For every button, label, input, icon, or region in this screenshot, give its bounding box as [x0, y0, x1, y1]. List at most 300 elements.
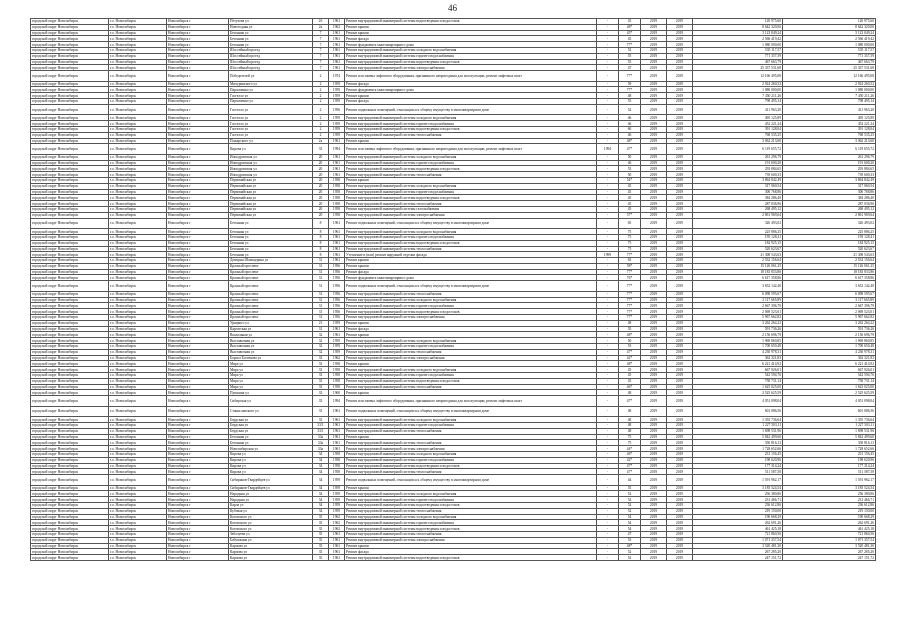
cell-cost2: 721 860,56 — [783, 531, 876, 537]
cell-b: 42* — [619, 457, 641, 463]
cell-district: Новосибирск г — [167, 19, 229, 25]
cell-okrug: городской округ Новосибирск — [31, 396, 109, 407]
cell-cost2: 262 691,26 — [783, 520, 876, 526]
cell-work: Ремонт внутридомовой инженерной системы горячего водоснабжения — [345, 160, 597, 166]
cell-cost: 4 230 978,31 — [693, 349, 783, 355]
cell-cost2: 8 642 320,06 — [783, 24, 876, 30]
cell-work: Ремонт внутридомовой инженерной системы холодного водоснабжения — [345, 154, 597, 160]
cell-a: - — [597, 555, 619, 561]
cell-cost: 1 700 650,48 — [693, 343, 783, 349]
cell-okrug: городской округ Новосибирск — [31, 355, 109, 361]
cell-cost2: 495 125,89 — [783, 115, 876, 121]
cell-cost: 15 126 061,25 — [693, 263, 783, 269]
cell-house: 8 — [313, 252, 329, 258]
cell-year: 1961 — [329, 332, 345, 338]
cell-work: Ремонт внутридомовой инженерной системы горячего водоснабжения — [345, 372, 597, 378]
cell-city: г.о. Новосибирск — [109, 502, 167, 508]
cell-cost: 721 860,56 — [693, 531, 783, 537]
cell-year: 1958 — [329, 189, 345, 195]
cell-district: Новосибирск г — [167, 47, 229, 53]
cell-y2: 2019 — [667, 246, 693, 252]
cell-street: Первомайская ул — [229, 178, 313, 184]
cell-okrug: городской округ Новосибирск — [31, 326, 109, 332]
cell-city: г.о. Новосибирск — [109, 355, 167, 361]
cell-year: 1961 — [329, 160, 345, 166]
cell-y1: 2019 — [641, 537, 667, 543]
cell-okrug: городской округ Новосибирск — [31, 497, 109, 503]
cell-y1: 2019 — [641, 485, 667, 491]
cell-y1: 2019 — [641, 396, 667, 407]
cell-okrug: городской округ Новосибирск — [31, 314, 109, 320]
cell-year: 1961 — [329, 218, 345, 229]
cell-y1: 2019 — [641, 30, 667, 36]
cell-city: г.о. Новосибирск — [109, 543, 167, 549]
cell-work: Ремонт внутридомовой инженерной системы водоотведения и водостоков — [345, 19, 597, 25]
cell-b: 48* — [619, 138, 641, 144]
cell-street: Бориса Богаткова ул — [229, 355, 313, 361]
cell-work: Ремонт фасада — [345, 99, 597, 105]
cell-okrug: городской округ Новосибирск — [31, 104, 109, 115]
cell-year: 1956 — [329, 291, 345, 297]
cell-street: Шоссейный проезд — [229, 47, 313, 53]
cell-work: Ремонт фундамента многоквартирного дома — [345, 42, 597, 48]
cell-city: г.о. Новосибирск — [109, 422, 167, 428]
cell-b: 45 — [619, 201, 641, 207]
cell-a: - — [597, 326, 619, 332]
cell-city: г.о. Новосибирск — [109, 154, 167, 160]
cell-a: - — [597, 475, 619, 486]
cell-cost2: 511 587,58 — [783, 469, 876, 475]
cell-year: 1959 — [329, 132, 345, 138]
cell-street: Каргатская ул — [229, 326, 313, 332]
cell-okrug: городской округ Новосибирск — [31, 417, 109, 423]
cell-y2: 2019 — [667, 144, 693, 155]
cell-a: - — [597, 104, 619, 115]
cell-city: г.о. Новосибирск — [109, 446, 167, 452]
cell-year: 1961 — [329, 166, 345, 172]
cell-cost: 362 321,83 — [693, 355, 783, 361]
cell-a: - — [597, 154, 619, 160]
cell-cost2: 18 183 833,86 — [783, 269, 876, 275]
cell-y1: 2019 — [641, 434, 667, 440]
cell-house: 32 — [313, 343, 329, 349]
cell-house: 2а — [313, 24, 329, 30]
cell-city: г.о. Новосибирск — [109, 457, 167, 463]
cell-b: 57* — [619, 212, 641, 218]
cell-district: Новосибирск г — [167, 178, 229, 184]
cell-district: Новосибирск г — [167, 422, 229, 428]
cell-house: 2 — [313, 93, 329, 99]
cell-y2: 2019 — [667, 497, 693, 503]
cell-city: г.о. Новосибирск — [109, 218, 167, 229]
cell-cost: 1 698 531,96 — [693, 428, 783, 434]
cell-street: Карла ул — [229, 502, 313, 508]
cell-street: Котовского ул — [229, 520, 313, 526]
cell-house: 33 — [313, 367, 329, 373]
cell-work: Ремонт внутридомовой инженерной системы холодного водоснабжения — [345, 229, 597, 235]
cell-district: Новосибирск г — [167, 269, 229, 275]
cell-y1: 2019 — [641, 234, 667, 240]
cell-street: Бетонная ул — [229, 234, 313, 240]
cell-y2: 2019 — [667, 422, 693, 428]
cell-city: г.о. Новосибирск — [109, 207, 167, 213]
cell-district: Новосибирск г — [167, 396, 229, 407]
cell-a: - — [597, 457, 619, 463]
cell-cost: 326 493,02 — [693, 218, 783, 229]
cell-b: 77* — [619, 252, 641, 258]
cell-year: 1958 — [329, 212, 345, 218]
cell-year: 1959 — [329, 81, 345, 87]
cell-street: Бетонная ул — [229, 246, 313, 252]
cell-y1: 2019 — [641, 36, 667, 42]
cell-street: Первомайская ул — [229, 201, 313, 207]
cell-y1: 2019 — [641, 297, 667, 303]
cell-district: Новосибирск г — [167, 160, 229, 166]
cell-y2: 2019 — [667, 446, 693, 452]
cell-city: г.о. Новосибирск — [109, 428, 167, 434]
cell-street: Пархоменко ул — [229, 87, 313, 93]
cell-cost: 190 668,29 — [693, 514, 783, 520]
cell-year: 1961 — [329, 36, 345, 42]
cell-cost: 798 495,14 — [693, 99, 783, 105]
cell-okrug: городской округ Новосибирск — [31, 160, 109, 166]
repair-program-table — [30, 18, 876, 561]
cell-y1: 2019 — [641, 457, 667, 463]
cell-y2: 2019 — [667, 132, 693, 138]
cell-city: г.о. Новосибирск — [109, 475, 167, 486]
cell-street: Бердская ул — [229, 428, 313, 434]
cell-okrug: городской округ Новосибирск — [31, 526, 109, 532]
cell-y2: 2019 — [667, 252, 693, 258]
cell-a: - — [597, 291, 619, 297]
cell-cost2: 3 123 049,24 — [783, 30, 876, 36]
cell-house: 33 — [313, 390, 329, 396]
cell-work: Ремонт крыши — [345, 138, 597, 144]
cell-cost2: 300 768,86 — [783, 189, 876, 195]
cell-work: Ремонт внутридомовой инженерной системы теплоснабжения — [345, 246, 597, 252]
cell-cost2: 520 623,67 — [783, 246, 876, 252]
cell-street: Вокзальная ул — [229, 332, 313, 338]
cell-work: Ремонт внутридомовой инженерной системы электроснабжения — [345, 314, 597, 320]
cell-street: Красный проспект — [229, 269, 313, 275]
cell-work: Ремонт внутридомовой инженерной системы электроснабжения — [345, 65, 597, 71]
cell-cost: 6 119 655,72 — [693, 144, 783, 155]
cell-cost2: 601 086,56 — [783, 406, 876, 417]
cell-district: Новосибирск г — [167, 326, 229, 332]
cell-b: 48 — [619, 320, 641, 326]
cell-cost2: 1 355 736,64 — [783, 417, 876, 423]
cell-year: 1961 — [329, 537, 345, 543]
cell-street: Мира ул — [229, 378, 313, 384]
cell-city: г.о. Новосибирск — [109, 434, 167, 440]
cell-y1: 2019 — [641, 263, 667, 269]
cell-work: Ремонт внутридомовой инженерной системы электроснабжения — [345, 212, 597, 218]
cell-b: 75 — [619, 240, 641, 246]
cell-cost2: 4 230 978,31 — [783, 349, 876, 355]
cell-cost: 231 156,45 — [693, 451, 783, 457]
table-row — [31, 71, 876, 82]
cell-district: Новосибирск г — [167, 234, 229, 240]
cell-y2: 2019 — [667, 263, 693, 269]
cell-city: г.о. Новосибирск — [109, 104, 167, 115]
cell-a: - — [597, 446, 619, 452]
cell-work: Ремонт подвальных помещений, относящихся к общему имуществу в многоквартирном доме — [345, 475, 597, 486]
cell-district: Новосибирск г — [167, 338, 229, 344]
cell-okrug: городской округ Новосибирск — [31, 372, 109, 378]
cell-okrug: городской округ Новосибирск — [31, 361, 109, 367]
cell-street: Котовского ул — [229, 526, 313, 532]
cell-cost2: 1 071 357,54 — [783, 537, 876, 543]
cell-year: 1961 — [329, 240, 345, 246]
cell-house: 34 — [313, 463, 329, 469]
cell-street: Сибирская ул — [229, 396, 313, 407]
cell-district: Новосибирск г — [167, 218, 229, 229]
cell-city: г.о. Новосибирск — [109, 71, 167, 82]
cell-house: 33а — [313, 434, 329, 440]
cell-district: Новосибирск г — [167, 189, 229, 195]
cell-work: Ремонт внутридомовой инженерной системы газоснабжения — [345, 207, 597, 213]
cell-cost2: 542 594,76 — [783, 372, 876, 378]
cell-b: 59 — [619, 81, 641, 87]
cell-y2: 2019 — [667, 514, 693, 520]
cell-okrug: городской округ Новосибирск — [31, 320, 109, 326]
cell-city: г.о. Новосибирск — [109, 93, 167, 99]
cell-work: Ремонт подвальных помещений, относящихся к общему имуществу в многоквартирном доме — [345, 406, 597, 417]
cell-y2: 2019 — [667, 281, 693, 292]
cell-a: - — [597, 36, 619, 42]
cell-street: Шоссейный проезд — [229, 59, 313, 65]
cell-okrug: городской округ Новосибирск — [31, 195, 109, 201]
cell-okrug: городской округ Новосибирск — [31, 258, 109, 264]
cell-city: г.о. Новосибирск — [109, 126, 167, 132]
cell-cost: 219 150,00 — [693, 508, 783, 514]
cell-cost: 261 296,79 — [693, 154, 783, 160]
cell-house: 31 — [313, 263, 329, 269]
cell-district: Новосибирск г — [167, 281, 229, 292]
cell-work: Ремонт внутридомовой инженерной системы теплоснабжения — [345, 384, 597, 390]
cell-street: Кирова ул — [229, 469, 313, 475]
cell-b: 46 — [619, 121, 641, 127]
cell-y2: 2019 — [667, 104, 693, 115]
cell-y2: 2019 — [667, 53, 693, 59]
cell-district: Новосибирск г — [167, 144, 229, 155]
cell-okrug: городской округ Новосибирск — [31, 53, 109, 59]
cell-b: 48 — [619, 406, 641, 417]
cell-house: 33 — [313, 361, 329, 367]
cell-cost2: 350 816,13 — [783, 440, 876, 446]
cell-cost: 1 080 000,00 — [693, 42, 783, 48]
cell-a: - — [597, 99, 619, 105]
cell-okrug: городской округ Новосибирск — [31, 229, 109, 235]
cell-house: 34 — [313, 451, 329, 457]
cell-house: 33 — [313, 372, 329, 378]
cell-y2: 2019 — [667, 338, 693, 344]
cell-cost2: 1 227 503,11 — [783, 422, 876, 428]
cell-okrug: городской округ Новосибирск — [31, 343, 109, 349]
cell-district: Новосибирск г — [167, 252, 229, 258]
cell-cost2: 452 221,24 — [783, 121, 876, 127]
cell-house: 34 — [313, 491, 329, 497]
cell-okrug: городской округ Новосибирск — [31, 367, 109, 373]
cell-district: Новосибирск г — [167, 446, 229, 452]
cell-district: Новосибирск г — [167, 297, 229, 303]
cell-b: 77* — [619, 71, 641, 82]
cell-b: 77* — [619, 314, 641, 320]
cell-house: 33/1 — [313, 428, 329, 434]
cell-cost: 3 123 049,24 — [693, 30, 783, 36]
cell-year: 1958 — [329, 372, 345, 378]
cell-y2: 2019 — [667, 240, 693, 246]
cell-b: 52 — [619, 497, 641, 503]
cell-okrug: городской округ Новосибирск — [31, 469, 109, 475]
cell-street: Мира ул — [229, 367, 313, 373]
cell-house: 2 — [313, 87, 329, 93]
cell-y2: 2019 — [667, 520, 693, 526]
cell-y1: 2019 — [641, 514, 667, 520]
cell-a: - — [597, 309, 619, 315]
cell-b: 54 — [619, 520, 641, 526]
cell-cost: 262 691,26 — [693, 520, 783, 526]
cell-b: 47 — [619, 531, 641, 537]
cell-cost2: 190 668,29 — [783, 514, 876, 520]
cell-district: Новосибирск г — [167, 104, 229, 115]
cell-y1: 2019 — [641, 53, 667, 59]
cell-y2: 2019 — [667, 154, 693, 160]
cell-district: Новосибирск г — [167, 30, 229, 36]
cell-y2: 2019 — [667, 297, 693, 303]
cell-y2: 2019 — [667, 475, 693, 486]
cell-work: Ремонт подвальных помещений, относящихся к общему имуществу в многоквартирном доме — [345, 281, 597, 292]
cell-city: г.о. Новосибирск — [109, 24, 167, 30]
cell-street: Бабушкина ул — [229, 537, 313, 543]
cell-cost2: 2 667 396,79 — [783, 303, 876, 309]
cell-cost: 287 036,96 — [693, 201, 783, 207]
cell-b: 53 — [619, 59, 641, 65]
cell-cost2: 411 963,20 — [783, 104, 876, 115]
cell-y2: 2019 — [667, 555, 693, 561]
cell-okrug: городской округ Новосибирск — [31, 172, 109, 178]
cell-house: 2а — [313, 138, 329, 144]
cell-district: Новосибирск г — [167, 355, 229, 361]
cell-y2: 2019 — [667, 201, 693, 207]
cell-cost: 7 450 211,26 — [693, 93, 783, 99]
cell-district: Новосибирск г — [167, 275, 229, 281]
cell-work: Ремонт внутридомовой инженерной системы холодного водоснабжения — [345, 491, 597, 497]
cell-y1: 2019 — [641, 132, 667, 138]
cell-b: 50 — [619, 338, 641, 344]
cell-b: 77* — [619, 42, 641, 48]
cell-city: г.о. Новосибирск — [109, 240, 167, 246]
cell-y1: 2019 — [641, 508, 667, 514]
cell-house: 34 — [313, 497, 329, 503]
cell-year: 1961 — [329, 549, 345, 555]
cell-cost2: 231 466,71 — [783, 497, 876, 503]
cell-y1: 2019 — [641, 42, 667, 48]
cell-year: 1959 — [329, 126, 345, 132]
cell-y1: 2019 — [641, 65, 667, 71]
cell-street: Шоссейный проезд — [229, 65, 313, 71]
cell-y1: 2019 — [641, 422, 667, 428]
cell-city: г.о. Новосибирск — [109, 81, 167, 87]
cell-okrug: городской округ Новосибирск — [31, 47, 109, 53]
cell-year: 1956 — [329, 104, 345, 115]
cell-y2: 2019 — [667, 428, 693, 434]
cell-district: Новосибирск г — [167, 42, 229, 48]
cell-a: - — [597, 240, 619, 246]
cell-a: - — [597, 440, 619, 446]
cell-street: Красный проспект — [229, 275, 313, 281]
cell-house: 34 — [313, 475, 329, 486]
cell-district: Новосибирск г — [167, 497, 229, 503]
cell-district: Новосибирск г — [167, 555, 229, 561]
cell-cost2: 591 736,26 — [783, 326, 876, 332]
cell-house: 20 — [313, 183, 329, 189]
cell-street: Первомайская ул — [229, 195, 313, 201]
cell-house: 31 — [313, 309, 329, 315]
cell-city: г.о. Новосибирск — [109, 183, 167, 189]
cell-cost: 3 652 142,40 — [693, 281, 783, 292]
cell-b: 77* — [619, 291, 641, 297]
cell-b: 48 — [619, 417, 641, 423]
cell-okrug: городской округ Новосибирск — [31, 531, 109, 537]
cell-district: Новосибирск г — [167, 309, 229, 315]
cell-cost: 2 532 156,64 — [693, 258, 783, 264]
cell-year: 1956 — [329, 309, 345, 315]
table-row — [31, 218, 876, 229]
cell-city: г.о. Новосибирск — [109, 246, 167, 252]
cell-b: 55 — [619, 326, 641, 332]
cell-year: 1961 — [329, 234, 345, 240]
cell-okrug: городской округ Новосибирск — [31, 19, 109, 25]
cell-work: Ремонт крыши — [345, 263, 597, 269]
cell-year: 1961 — [329, 406, 345, 417]
cell-y2: 2019 — [667, 314, 693, 320]
cell-cost2: 287 036,96 — [783, 201, 876, 207]
cell-work: Ремонт фундамента многоквартирного дома — [345, 275, 597, 281]
cell-cost: 247 151,72 — [693, 555, 783, 561]
cell-city: г.о. Новосибирск — [109, 121, 167, 127]
cell-house: 2 — [313, 104, 329, 115]
cell-city: г.о. Новосибирск — [109, 378, 167, 384]
cell-house: 33 — [313, 378, 329, 384]
cell-b: 45 — [619, 183, 641, 189]
cell-y1: 2019 — [641, 531, 667, 537]
cell-street: Гастелло ул — [229, 132, 313, 138]
cell-district: Новосибирск г — [167, 291, 229, 297]
cell-work: Ремонт крыши — [345, 332, 597, 338]
cell-house: 33 — [313, 406, 329, 417]
cell-city: г.о. Новосибирск — [109, 59, 167, 65]
table-row — [31, 555, 876, 561]
cell-a: - — [597, 338, 619, 344]
cell-b: 53 — [619, 166, 641, 172]
cell-y1: 2019 — [641, 93, 667, 99]
cell-work: Ремонт внутридомовой инженерной системы электроснабжения — [345, 355, 597, 361]
cell-house: 32 — [313, 332, 329, 338]
cell-a: - — [597, 406, 619, 417]
cell-city: г.о. Новосибирск — [109, 138, 167, 144]
cell-cost2: 1 700 650,48 — [783, 343, 876, 349]
cell-city: г.о. Новосибирск — [109, 160, 167, 166]
cell-district: Новосибирск г — [167, 201, 229, 207]
cell-a: - — [597, 81, 619, 87]
cell-y2: 2019 — [667, 166, 693, 172]
cell-y1: 2019 — [641, 526, 667, 532]
cell-a: - — [597, 258, 619, 264]
cell-y1: 2019 — [641, 549, 667, 555]
cell-cost2: 198 620,96 — [783, 457, 876, 463]
cell-district: Новосибирск г — [167, 428, 229, 434]
